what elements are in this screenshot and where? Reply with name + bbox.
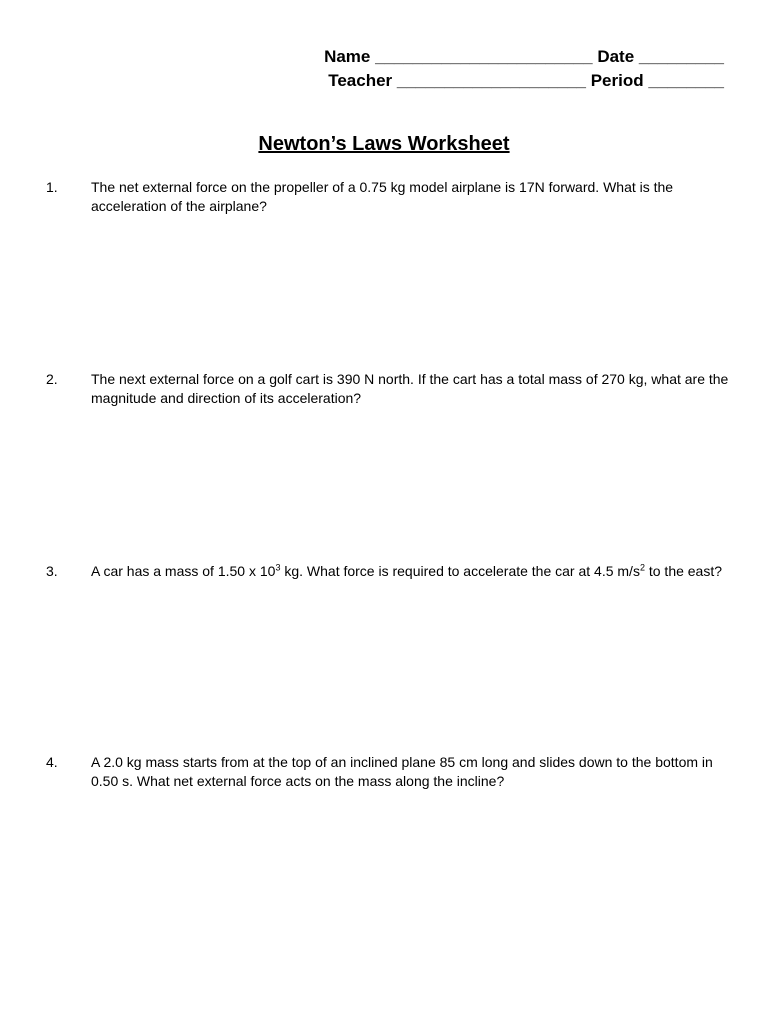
question-text-part: to the east?	[644, 563, 723, 579]
period-label: Period	[590, 71, 644, 90]
exponent: 2	[639, 562, 645, 573]
date-blank[interactable]: _________	[638, 47, 724, 66]
question-text	[91, 562, 736, 581]
question-number: 3.	[46, 563, 58, 579]
teacher-label: Teacher	[328, 71, 393, 90]
question-number: 1.	[46, 179, 58, 195]
teacher-period-row	[328, 71, 724, 91]
question-number: 2.	[46, 371, 58, 387]
name-label: Name	[324, 47, 371, 66]
period-blank[interactable]: ________	[648, 71, 724, 90]
question-text: A 2.0 kg mass starts from at the top of an inclined plane 85 cm long and slides down to the bottom in 0.50 s. What net external force acts on the mass along the incline?	[91, 754, 713, 789]
exponent: 3	[275, 562, 281, 573]
teacher-blank[interactable]: ____________________	[396, 71, 586, 90]
question-text: The net external force on the propeller of a 0.75 kg model airplane is 17N forward. What is the acceleration of the airplane?	[91, 179, 674, 214]
question-text: The next external force on a golf cart is 390 N north. If the cart has a total mass of 270 kg, what are the magnitude and direction of its acceleration?	[91, 371, 729, 406]
question-4	[46, 753, 736, 791]
question-2	[46, 370, 736, 408]
name-blank[interactable]: _______________________	[375, 47, 593, 66]
question-3	[46, 562, 736, 581]
question-1	[46, 178, 736, 216]
question-text-part: A car has a mass of 1.50 x 10	[91, 563, 276, 579]
worksheet-title: Newton’s Laws Worksheet	[258, 133, 510, 155]
question-number: 4.	[46, 754, 58, 770]
question-text-part: kg. What force is required to accelerate the car at 4.5 m/s	[280, 563, 640, 579]
date-label: Date	[597, 47, 635, 66]
name-date-row	[324, 47, 724, 67]
